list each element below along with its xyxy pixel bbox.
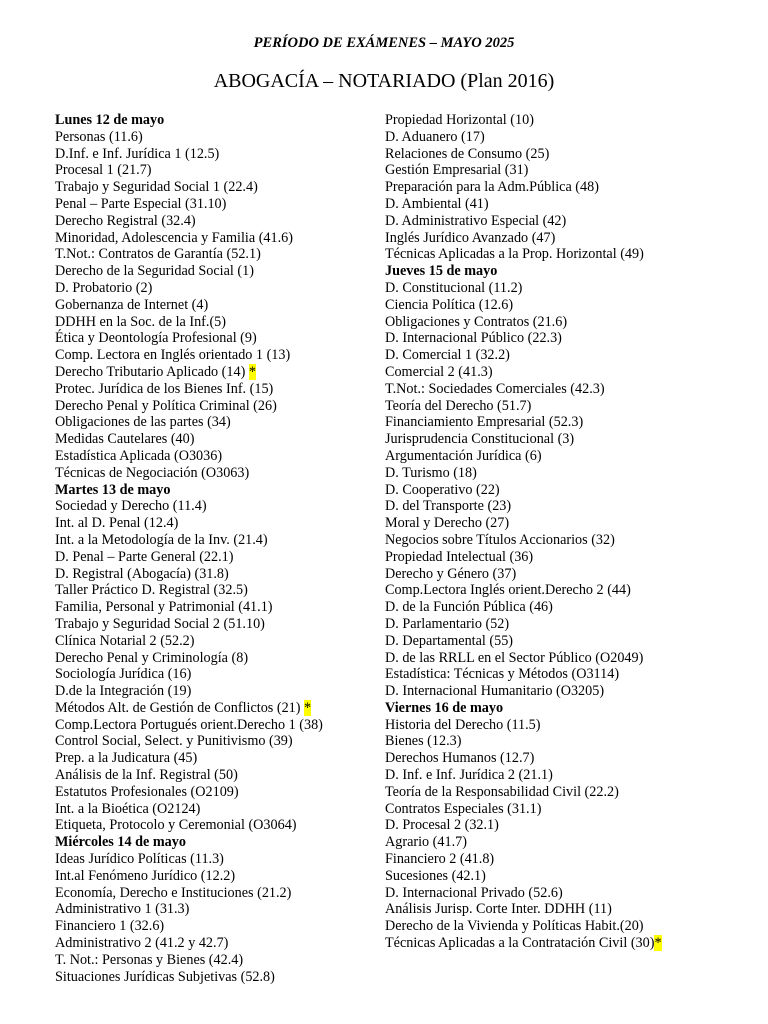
subject-item xyxy=(385,179,662,196)
subject-name: D. Administrativo Especial (42) xyxy=(385,212,567,229)
subject-name: Gestión Empresarial (31) xyxy=(385,162,529,179)
subject-item xyxy=(385,566,662,583)
subject-item xyxy=(55,246,323,263)
subject-item xyxy=(55,935,323,952)
subject-name: Comercial 2 (41.3) xyxy=(385,363,493,380)
subject-name: Relaciones de Consumo (25) xyxy=(385,145,550,162)
subject-item xyxy=(55,515,323,532)
subject-item xyxy=(385,717,662,734)
subject-item xyxy=(55,465,323,482)
subject-item xyxy=(55,297,323,314)
subject-item xyxy=(385,616,662,633)
subject-name: Inglés Jurídico Avanzado (47) xyxy=(385,229,556,246)
subject-item xyxy=(55,431,323,448)
day-heading-text: Lunes 12 de mayo xyxy=(55,112,165,128)
subject-item xyxy=(385,834,662,851)
subject-name: D. Constitucional (11.2) xyxy=(385,279,523,296)
day-heading-text: Viernes 16 de mayo xyxy=(385,699,504,716)
subject-name: D.de la Integración (19) xyxy=(55,683,192,700)
subject-name: D. Cooperativo (22) xyxy=(385,481,500,498)
subject-name: Administrativo 2 (41.2 y 42.7) xyxy=(55,935,229,952)
subject-name: Int.al Fenómeno Jurídico (12.2) xyxy=(55,867,236,884)
subject-item xyxy=(55,784,323,801)
subject-name: D. Penal – Parte General (22.1) xyxy=(55,548,234,565)
subject-item xyxy=(55,230,323,247)
subject-item xyxy=(55,582,323,599)
schedule-column-left xyxy=(55,112,323,985)
subject-name: Análisis Jurisp. Corte Inter. DDHH (11) xyxy=(385,901,612,918)
subject-item xyxy=(55,162,323,179)
subject-name: Gobernanza de Internet (4) xyxy=(55,296,209,313)
subject-name: Estadística: Técnicas y Métodos (O3114) xyxy=(385,666,620,683)
subject-name: Derecho Penal y Criminología (8) xyxy=(55,649,249,666)
subject-name: Teoría del Derecho (51.7) xyxy=(385,397,532,414)
subject-item xyxy=(55,364,323,381)
subject-name: Estadística Aplicada (O3036) xyxy=(55,447,223,464)
subject-name: DDHH en la Soc. de la Inf.(5) xyxy=(55,313,226,330)
subject-item xyxy=(385,650,662,667)
subject-name: Agrario (41.7) xyxy=(385,834,467,851)
subject-item xyxy=(385,868,662,885)
subject-name: Argumentación Jurídica (6) xyxy=(385,447,542,464)
exam-period-subtitle: PERÍODO DE EXÁMENES – MAYO 2025 xyxy=(253,35,515,51)
subject-name: Trabajo y Seguridad Social 2 (51.10) xyxy=(55,615,265,632)
subject-item xyxy=(385,633,662,650)
subject-name: Derecho Registral (32.4) xyxy=(55,212,196,229)
subject-name: D. Internacional Público (22.3) xyxy=(385,330,562,347)
subject-name: Preparación para la Adm.Pública (48) xyxy=(385,179,599,196)
subject-name: D.Inf. e Inf. Jurídica 1 (12.5) xyxy=(55,145,220,162)
subject-item xyxy=(55,196,323,213)
subject-item xyxy=(55,969,323,986)
subject-name: Penal – Parte Especial (31.10) xyxy=(55,195,227,212)
subject-name: Técnicas de Negociación (O3063) xyxy=(55,464,250,481)
subject-item xyxy=(55,885,323,902)
subject-item xyxy=(385,347,662,364)
subject-item xyxy=(55,414,323,431)
subject-name: D. Comercial 1 (32.2) xyxy=(385,347,510,364)
subject-item xyxy=(385,784,662,801)
subject-name: Situaciones Jurídicas Subjetivas (52.8) xyxy=(55,968,275,985)
subject-name: D. Internacional Privado (52.6) xyxy=(385,884,563,901)
subject-item xyxy=(385,364,662,381)
subject-item xyxy=(55,952,323,969)
subject-item xyxy=(55,381,323,398)
day-heading xyxy=(385,263,662,280)
subject-item xyxy=(55,566,323,583)
subject-item xyxy=(55,347,323,364)
subject-name: Etiqueta, Protocolo y Ceremonial (O3064) xyxy=(55,817,297,834)
document-title: ABOGACÍA – NOTARIADO (Plan 2016) xyxy=(213,70,555,92)
day-heading xyxy=(385,700,662,717)
subject-name: Ciencia Política (12.6) xyxy=(385,296,514,313)
subject-name: Int. al D. Penal (12.4) xyxy=(55,515,179,532)
subject-item xyxy=(385,549,662,566)
subject-item xyxy=(385,935,662,952)
subject-name: Propiedad Intelectual (36) xyxy=(385,548,534,565)
day-heading-text: Miércoles 14 de mayo xyxy=(55,834,186,851)
subject-name: Teoría de la Responsabilidad Civil (22.2) xyxy=(385,783,619,800)
subject-name: T. Not.: Personas y Bienes (42.4) xyxy=(55,951,244,968)
subject-item xyxy=(385,213,662,230)
highlight-asterisk: * xyxy=(304,699,312,716)
day-heading-text: Martes 13 de mayo xyxy=(55,481,171,498)
subject-item xyxy=(55,146,323,163)
subject-name: Moral y Derecho (27) xyxy=(385,515,510,532)
subject-item xyxy=(55,717,323,734)
day-heading xyxy=(55,834,323,851)
subject-item xyxy=(385,733,662,750)
subject-item xyxy=(55,280,323,297)
subject-item xyxy=(55,330,323,347)
subject-item xyxy=(55,700,323,717)
subject-item xyxy=(385,431,662,448)
subject-item xyxy=(385,414,662,431)
subject-name: Técnicas Aplicadas a la Prop. Horizontal (49) xyxy=(385,246,644,263)
subject-name: Comp.Lectora Portugués orient.Derecho 1 (38) xyxy=(55,716,323,733)
subject-name: Protec. Jurídica de los Bienes Inf. (15) xyxy=(55,380,274,397)
subject-item xyxy=(55,750,323,767)
subject-item xyxy=(55,398,323,415)
subject-name: D. Internacional Humanitario (O3205) xyxy=(385,683,605,700)
subject-name: Familia, Personal y Patrimonial (41.1) xyxy=(55,599,273,616)
subject-name: T.Not.: Contratos de Garantía (52.1) xyxy=(55,246,261,263)
subject-name: D. Parlamentario (52) xyxy=(385,615,510,632)
subject-name: Derecho de la Seguridad Social (1) xyxy=(55,263,254,280)
subject-name: D. Departamental (55) xyxy=(385,632,514,649)
subject-name: T.Not.: Sociedades Comerciales (42.3) xyxy=(385,380,605,397)
subject-name: Obligaciones y Contratos (21.6) xyxy=(385,313,568,330)
subject-name: Contratos Especiales (31.1) xyxy=(385,800,542,817)
subject-name: D. de las RRLL en el Sector Público (O2049) xyxy=(385,649,644,666)
subject-item xyxy=(55,314,323,331)
subject-item xyxy=(385,918,662,935)
subject-name: Personas (11.6) xyxy=(55,128,143,145)
subject-item xyxy=(55,650,323,667)
subject-item xyxy=(55,733,323,750)
subject-item xyxy=(385,246,662,263)
subject-name: Estatutos Profesionales (O2109) xyxy=(55,783,239,800)
subject-item xyxy=(55,498,323,515)
subject-item xyxy=(385,448,662,465)
subject-name: Clínica Notarial 2 (52.2) xyxy=(55,632,195,649)
subject-name: Comp. Lectora en Inglés orientado 1 (13) xyxy=(55,347,291,364)
subject-name: Comp.Lectora Inglés orient.Derecho 2 (44) xyxy=(385,582,631,599)
subject-item xyxy=(385,666,662,683)
subject-item xyxy=(55,599,323,616)
subject-item xyxy=(55,633,323,650)
subject-item xyxy=(385,330,662,347)
subject-item xyxy=(385,750,662,767)
subject-name: D. Aduanero (17) xyxy=(385,128,485,145)
subject-name: Financiero 2 (41.8) xyxy=(385,851,495,868)
subject-item xyxy=(385,314,662,331)
subject-item xyxy=(55,448,323,465)
subject-name: Historia del Derecho (11.5) xyxy=(385,716,541,733)
subject-item xyxy=(385,482,662,499)
subject-name: Derecho de la Vivienda y Políticas Habit.(20) xyxy=(385,918,644,935)
subject-name: D. de la Función Pública (46) xyxy=(385,599,553,616)
subject-name: D. del Transporte (23) xyxy=(385,498,512,515)
subject-name: Jurisprudencia Constitucional (3) xyxy=(385,431,575,448)
subject-item xyxy=(55,868,323,885)
subject-item xyxy=(385,280,662,297)
subject-name: Prep. a la Judicatura (45) xyxy=(55,750,198,767)
subject-name: Administrativo 1 (31.3) xyxy=(55,901,190,918)
subject-item xyxy=(385,851,662,868)
subject-name: Control Social, Select. y Punitivismo (39) xyxy=(55,733,293,750)
subject-item xyxy=(385,817,662,834)
subject-item xyxy=(55,666,323,683)
subject-item xyxy=(55,801,323,818)
subject-item xyxy=(55,616,323,633)
subject-name: Bienes (12.3) xyxy=(385,733,462,750)
subject-name: D. Probatorio (2) xyxy=(55,279,153,296)
day-heading-text: Jueves 15 de mayo xyxy=(385,263,498,280)
subject-item xyxy=(385,515,662,532)
subject-item xyxy=(385,683,662,700)
subject-item xyxy=(55,901,323,918)
subject-name: Int. a la Bioética (O2124) xyxy=(55,800,201,817)
subject-item xyxy=(385,582,662,599)
subject-item xyxy=(385,196,662,213)
subject-name: D. Inf. e Inf. Jurídica 2 (21.1) xyxy=(385,767,553,784)
subject-item xyxy=(55,918,323,935)
subject-name: Sociedad y Derecho (11.4) xyxy=(55,498,207,515)
subject-name: Sociología Jurídica (16) xyxy=(55,666,192,683)
schedule-column-right xyxy=(385,112,662,952)
subject-item xyxy=(55,532,323,549)
subject-item xyxy=(385,230,662,247)
subject-name: D. Procesal 2 (32.1) xyxy=(385,817,499,834)
subject-item xyxy=(385,146,662,163)
subject-item xyxy=(385,162,662,179)
subject-name: D. Registral (Abogacía) (31.8) xyxy=(55,565,229,582)
subject-name: Trabajo y Seguridad Social 1 (22.4) xyxy=(55,179,258,196)
subject-item xyxy=(55,851,323,868)
subject-item xyxy=(385,801,662,818)
subject-item xyxy=(385,465,662,482)
subject-name: Métodos Alt. de Gestión de Conflictos (21) xyxy=(55,699,305,716)
highlight-asterisk: * xyxy=(248,363,256,380)
subject-name: Propiedad Horizontal (10) xyxy=(385,112,534,128)
subject-name: D. Ambiental (41) xyxy=(385,195,489,212)
subject-name: Derecho Penal y Política Criminal (26) xyxy=(55,397,277,414)
subject-item xyxy=(55,549,323,566)
subject-item xyxy=(385,885,662,902)
subject-name: Financiamiento Empresarial (52.3) xyxy=(385,414,584,431)
subject-name: Taller Práctico D. Registral (32.5) xyxy=(55,582,248,599)
day-heading xyxy=(55,112,323,129)
subject-item xyxy=(385,129,662,146)
subject-name: Int. a la Metodología de la Inv. (21.4) xyxy=(55,531,268,548)
subject-name: Sucesiones (42.1) xyxy=(385,867,486,884)
subject-item xyxy=(385,767,662,784)
subject-name: D. Turismo (18) xyxy=(385,464,477,481)
subject-item xyxy=(385,532,662,549)
subject-item xyxy=(385,599,662,616)
subject-name: Derecho Tributario Aplicado (14) xyxy=(55,363,249,380)
subject-name: Economía, Derecho e Instituciones (21.2) xyxy=(55,884,292,901)
subject-name: Obligaciones de las partes (34) xyxy=(55,414,231,431)
subject-item xyxy=(55,263,323,280)
subject-name: Derecho y Género (37) xyxy=(385,565,517,582)
subject-name: Ética y Deontología Profesional (9) xyxy=(55,330,257,347)
subject-item xyxy=(385,112,662,129)
subject-item xyxy=(55,683,323,700)
subject-name: Derechos Humanos (12.7) xyxy=(385,750,535,767)
subject-item xyxy=(385,297,662,314)
subject-item xyxy=(55,213,323,230)
subject-item xyxy=(385,398,662,415)
subject-name: Minoridad, Adolescencia y Familia (41.6) xyxy=(55,229,293,246)
subject-name: Procesal 1 (21.7) xyxy=(55,162,152,179)
subject-name: Negocios sobre Títulos Accionarios (32) xyxy=(385,531,615,548)
subject-item xyxy=(385,901,662,918)
day-heading xyxy=(55,482,323,499)
subject-item xyxy=(385,381,662,398)
subject-item xyxy=(55,767,323,784)
highlight-asterisk: * xyxy=(654,935,662,952)
subject-item xyxy=(55,817,323,834)
subject-item xyxy=(55,179,323,196)
subject-name: Medidas Cautelares (40) xyxy=(55,431,195,448)
subject-item xyxy=(55,129,323,146)
subject-item xyxy=(385,498,662,515)
subject-name: Análisis de la Inf. Registral (50) xyxy=(55,767,238,784)
subject-name: Ideas Jurídico Políticas (11.3) xyxy=(55,851,224,868)
subject-name: Técnicas Aplicadas a la Contratación Civil (30) xyxy=(385,935,655,952)
subject-name: Financiero 1 (32.6) xyxy=(55,918,165,935)
